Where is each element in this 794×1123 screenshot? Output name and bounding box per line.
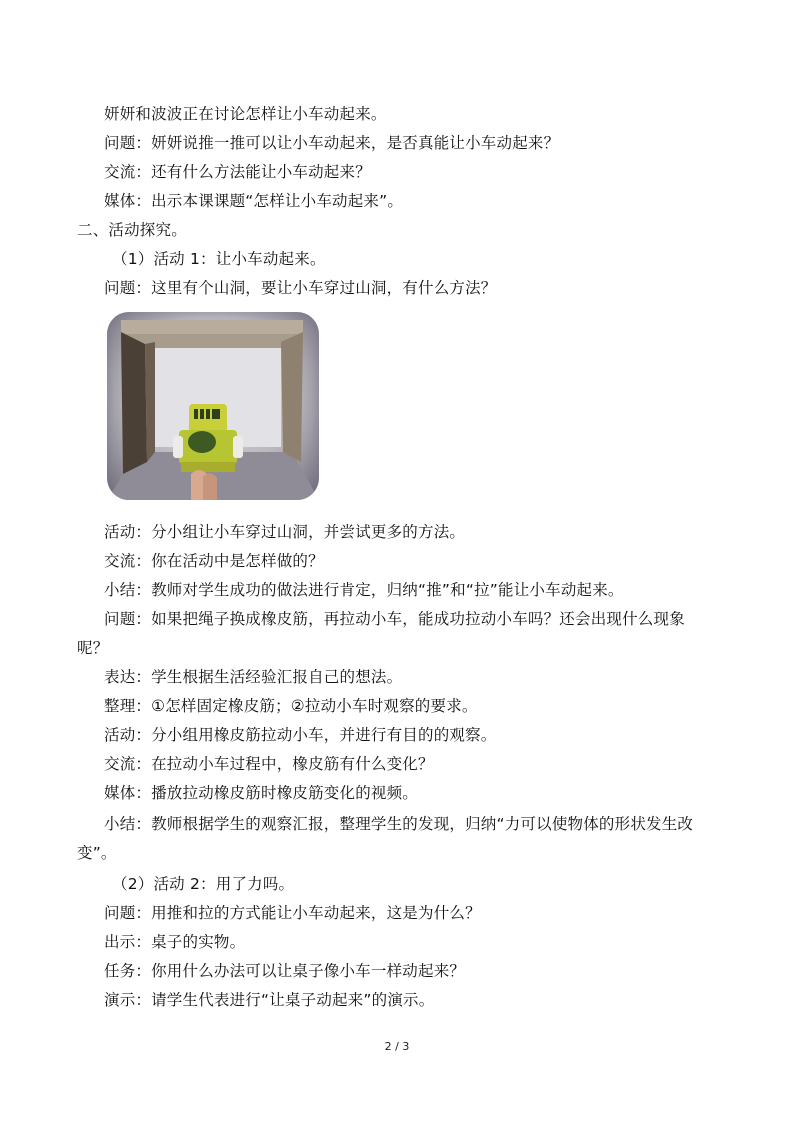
paragraph-line: 问题：妍妍说推一推可以让小车动起来，是否真能让小车动起来？ [104,134,560,152]
paragraph-line: 交流：你在活动中是怎样做的？ [104,552,324,570]
paragraph-line: 小结：教师根据学生的观察汇报，整理学生的发现，归纳“力可以使物体的形状发生改 [104,815,694,833]
paragraph-line: 变”。 [77,844,117,862]
paragraph-line: 妍妍和波波正在讨论怎样让小车动起来。 [104,105,387,123]
activity-heading: （1）活动 1：让小车动起来。 [112,250,326,268]
paragraph-line: 媒体：出示本课课题“怎样让小车动起来”。 [104,192,404,210]
page-number: 2 / 3 [384,1040,410,1053]
paragraph-line: 活动：分小组用橡皮筋拉动小车，并进行有目的的观察。 [104,726,497,744]
paragraph-line: 问题：这里有个山洞，要让小车穿过山洞，有什么方法？ [104,279,497,297]
activity-heading: （2）活动 2：用了力吗。 [112,875,295,893]
paragraph-line: 小结：教师对学生成功的做法进行肯定，归纳“推”和“拉”能让小车动起来。 [104,581,624,599]
paragraph-line: 交流：在拉动小车过程中，橡皮筋有什么变化？ [104,755,434,773]
paragraph-line: 交流：还有什么方法能让小车动起来？ [104,163,371,181]
paragraph-line: 出示：桌子的实物。 [104,933,246,951]
paragraph-line: 媒体：播放拉动橡皮筋时橡皮筋变化的视频。 [104,784,419,802]
paragraph-line: 任务：你用什么办法可以让桌子像小车一样动起来？ [104,962,466,980]
tunnel-car-photo [107,312,319,500]
paragraph-line: 整理：①怎样固定橡皮筋；②拉动小车时观察的要求。 [104,697,478,715]
paragraph-line: 演示：请学生代表进行“让桌子动起来”的演示。 [104,991,435,1009]
paragraph-line: 问题：如果把绳子换成橡皮筋，再拉动小车，能成功拉动小车吗？还会出现什么现象 [104,610,685,628]
paragraph-line: 活动：分小组让小车穿过山洞，并尝试更多的方法。 [104,523,466,541]
paragraph-line: 问题：用推和拉的方式能让小车动起来，这是为什么？ [104,904,481,922]
paragraph-line: 呢？ [77,639,109,657]
paragraph-line: 表达：学生根据生活经验汇报自己的想法。 [104,668,403,686]
section-heading: 二、活动探究。 [77,221,187,239]
